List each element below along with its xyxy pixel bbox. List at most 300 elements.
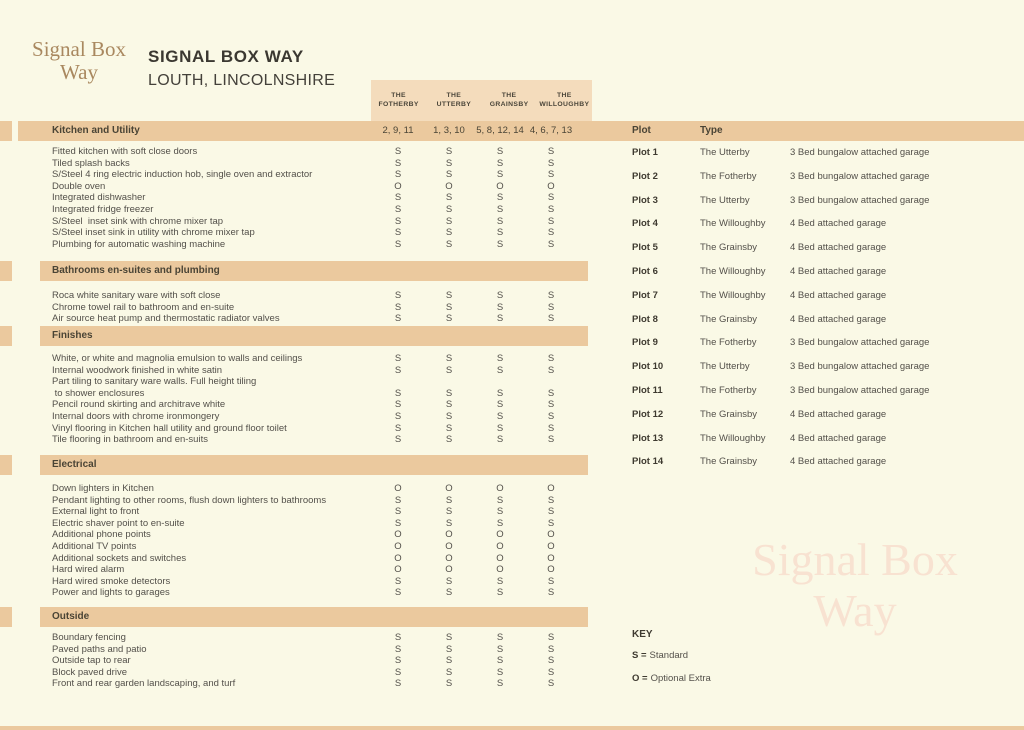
house-type-label: GRAINSBY <box>489 101 529 108</box>
feature-label: Internal doors with chrome ironmongery <box>52 410 220 422</box>
feature-value: S <box>394 313 402 325</box>
watermark-line2: Way <box>813 585 897 636</box>
plot-description: 3 Bed bungalow attached garage <box>790 384 930 396</box>
house-type-label: THE <box>557 92 572 99</box>
feature-label: Double oven <box>52 180 106 192</box>
key-meaning: Optional Extra <box>650 673 711 684</box>
feature-row <box>0 192 620 204</box>
house-type-label: THE <box>391 92 406 99</box>
plot-row <box>632 337 1024 361</box>
band-background <box>40 607 588 627</box>
plot-number: Plot 1 <box>632 147 658 158</box>
feature-label: Pendant lighting to other rooms, flush down lighters to bathrooms <box>52 494 327 506</box>
feature-value: S <box>547 353 555 364</box>
feature-value: S <box>496 506 504 518</box>
brand-logo-line2: Way <box>60 60 98 84</box>
section-title: Outside <box>52 611 90 622</box>
feature-row <box>0 313 620 325</box>
section-header-band <box>0 455 620 475</box>
feature-value: S <box>445 434 453 446</box>
plot-number: Plot 3 <box>632 194 658 206</box>
section-header-band <box>0 326 620 346</box>
feature-value: S <box>394 399 402 411</box>
feature-label: Internal woodwork finished in white satin <box>52 364 223 376</box>
plot-row <box>632 456 1024 480</box>
feature-label: Plumbing for automatic washing machine <box>52 238 226 250</box>
feature-row <box>0 495 620 507</box>
feature-value: S <box>496 313 504 325</box>
feature-row <box>0 553 620 565</box>
feature-value: S <box>547 434 555 446</box>
feature-label: S/Steel inset sink with chrome mixer tap <box>52 215 224 227</box>
feature-row <box>0 158 620 170</box>
feature-value: S <box>547 517 555 529</box>
plot-number: Plot 10 <box>632 361 664 373</box>
feature-value: S <box>496 434 504 446</box>
plots-for-fotherby: 2, 9, 11 <box>382 125 414 136</box>
feature-value: S <box>394 575 402 587</box>
section-title: Electrical <box>52 459 97 470</box>
feature-value: S <box>496 387 504 399</box>
feature-label: Additional TV points <box>52 540 137 552</box>
plot-house-type: The Willoughby <box>700 289 766 301</box>
feature-value: S <box>394 655 402 667</box>
feature-value: O <box>496 564 504 576</box>
plot-number: Plot 11 <box>632 384 663 396</box>
feature-value: S <box>394 227 402 239</box>
feature-label: Tile flooring in bathroom and en-suits <box>52 434 208 446</box>
section-header-band <box>0 261 620 281</box>
feature-value: S <box>547 632 555 643</box>
feature-value: S <box>445 290 453 301</box>
feature-label: Block paved drive <box>52 666 127 678</box>
feature-row <box>0 518 620 530</box>
feature-value: O <box>394 552 402 564</box>
feature-value: S <box>547 227 555 239</box>
plots-for-utterby: 1, 3, 10 <box>433 125 465 136</box>
feature-value: S <box>394 587 402 599</box>
feature-value: S <box>496 215 504 227</box>
plot-house-type: The Fotherby <box>700 170 757 182</box>
feature-value: S <box>445 643 453 655</box>
plot-number: Plot 5 <box>632 242 658 254</box>
brand-watermark <box>690 534 1020 636</box>
feature-value: S <box>445 301 453 313</box>
feature-value: S <box>445 192 453 204</box>
feature-label: Down lighters in Kitchen <box>52 483 154 494</box>
section-title: Finishes <box>52 330 93 341</box>
feature-value: S <box>394 353 402 364</box>
feature-value: O <box>394 564 402 576</box>
feature-value: S <box>547 422 555 434</box>
plots-for-willoughby: 4, 6, 7, 13 <box>529 125 573 136</box>
feature-value: S <box>547 215 555 227</box>
plot-row <box>632 385 1024 409</box>
watermark-line1: Signal Box <box>752 534 958 585</box>
feature-value: O <box>496 483 504 494</box>
house-type-label: UTTERBY <box>436 101 472 108</box>
section-rows <box>0 483 620 599</box>
feature-value: S <box>394 494 402 506</box>
feature-value: S <box>394 238 402 250</box>
feature-value: O <box>547 564 555 576</box>
plot-description: 4 Bed attached garage <box>790 432 887 444</box>
feature-row <box>0 506 620 518</box>
plot-row <box>632 242 1024 266</box>
feature-value: S <box>445 157 453 169</box>
band-edge-strip <box>0 326 12 346</box>
feature-row <box>0 365 620 377</box>
key-title: KEY <box>632 629 653 640</box>
feature-row <box>0 302 620 314</box>
feature-label: Air source heat pump and thermostatic radiator valves <box>52 313 280 325</box>
section-header-band <box>0 607 620 627</box>
page-title: SIGNAL BOX WAY <box>148 47 304 66</box>
feature-value: S <box>547 290 555 301</box>
plot-number: Plot 2 <box>632 170 658 182</box>
section-rows <box>0 290 620 325</box>
plot-row <box>632 171 1024 195</box>
feature-value: O <box>496 529 504 541</box>
feature-value: S <box>445 238 453 250</box>
key-block <box>632 629 711 696</box>
feature-value: S <box>394 146 402 157</box>
key-meaning: Standard <box>649 650 689 661</box>
feature-value: O <box>496 540 504 552</box>
plot-description: 3 Bed bungalow attached garage <box>790 194 930 206</box>
feature-value: S <box>496 678 504 690</box>
feature-value: S <box>496 410 504 422</box>
feature-value: S <box>394 157 402 169</box>
feature-value: S <box>445 655 453 667</box>
plot-description: 4 Bed attached garage <box>790 265 887 277</box>
feature-value: S <box>394 506 402 518</box>
plot-description: 3 Bed bungalow attached garage <box>790 147 930 158</box>
feature-label: Pencil round skirting and architrave white <box>52 399 226 411</box>
feature-row <box>0 290 620 302</box>
feature-value: S <box>496 655 504 667</box>
feature-label: Integrated fridge freezer <box>52 203 154 215</box>
feature-value: S <box>445 506 453 518</box>
feature-value: O <box>394 180 402 192</box>
feature-value: S <box>496 422 504 434</box>
band-background <box>40 455 588 475</box>
plot-description: 4 Bed attached garage <box>790 408 887 420</box>
feature-value: S <box>496 146 504 157</box>
plot-house-type: The Grainsby <box>700 408 758 420</box>
feature-value: S <box>547 364 555 376</box>
feature-label: Roca white sanitary ware with soft close <box>52 290 221 301</box>
feature-value: S <box>394 215 402 227</box>
band-edge-strip <box>0 455 12 475</box>
key-symbol: S = <box>632 650 647 661</box>
band-edge-strip <box>0 607 12 627</box>
plot-house-type: The Fotherby <box>700 337 757 349</box>
feature-value: S <box>547 387 555 399</box>
feature-value: S <box>547 399 555 411</box>
plot-number: Plot 9 <box>632 337 658 349</box>
feature-value: S <box>547 313 555 325</box>
feature-row <box>0 204 620 216</box>
feature-value: S <box>394 387 402 399</box>
feature-value: S <box>394 434 402 446</box>
feature-value: O <box>445 180 453 192</box>
plot-number: Plot 12 <box>632 408 664 420</box>
house-type-label: THE <box>501 92 517 99</box>
feature-value: S <box>394 666 402 678</box>
feature-value: S <box>445 587 453 599</box>
feature-value: S <box>394 301 402 313</box>
feature-value: S <box>445 387 453 399</box>
plot-house-type: The Utterby <box>700 194 750 206</box>
bottom-edge-strip <box>0 726 1024 730</box>
feature-label: White, or white and magnolia emulsion to walls and ceilings <box>52 353 303 364</box>
feature-value: S <box>445 494 453 506</box>
feature-value: S <box>547 506 555 518</box>
feature-row <box>0 216 620 228</box>
feature-value: S <box>394 203 402 215</box>
feature-value: S <box>445 169 453 181</box>
plot-row <box>632 266 1024 290</box>
feature-label: Front and rear garden landscaping, and turf <box>52 678 236 690</box>
feature-row <box>0 434 620 446</box>
feature-row <box>0 376 620 388</box>
feature-value: S <box>496 192 504 204</box>
feature-value: S <box>445 517 453 529</box>
feature-label: Boundary fencing <box>52 632 126 643</box>
feature-value: S <box>547 643 555 655</box>
feature-label: Electric shaver point to en-suite <box>52 517 185 529</box>
feature-row <box>0 411 620 423</box>
section-title: Bathrooms en-suites and plumbing <box>52 265 220 276</box>
feature-value: S <box>445 410 453 422</box>
plot-number: Plot 7 <box>632 289 658 301</box>
feature-value: S <box>496 169 504 181</box>
section-rows <box>0 632 620 690</box>
feature-value: O <box>547 540 555 552</box>
feature-row <box>0 483 620 495</box>
feature-value: S <box>394 290 402 301</box>
plot-description: 4 Bed attached garage <box>790 289 887 301</box>
feature-value: O <box>445 540 453 552</box>
feature-value: O <box>445 564 453 576</box>
feature-row <box>0 678 620 690</box>
feature-value: S <box>496 364 504 376</box>
feature-row <box>0 667 620 679</box>
feature-value: S <box>547 157 555 169</box>
feature-value: S <box>496 517 504 529</box>
plot-row <box>632 290 1024 314</box>
feature-value: S <box>445 313 453 325</box>
plot-house-type: The Fotherby <box>700 384 757 396</box>
feature-value: O <box>445 552 453 564</box>
feature-label: Outside tap to rear <box>52 655 131 667</box>
section-title-kitchen-and-utility: Kitchen and Utility <box>52 125 140 136</box>
feature-value: S <box>445 364 453 376</box>
feature-value: S <box>496 227 504 239</box>
feature-row <box>0 399 620 411</box>
feature-value: S <box>547 203 555 215</box>
plot-row <box>632 433 1024 457</box>
plot-number: Plot 6 <box>632 265 658 277</box>
feature-value: O <box>496 180 504 192</box>
feature-value: S <box>394 643 402 655</box>
plot-house-type: The Utterby <box>700 361 750 373</box>
brand-logo-line1: Signal Box <box>32 37 126 61</box>
feature-label: Tiled splash backs <box>52 157 130 169</box>
feature-value: O <box>547 483 555 494</box>
feature-row <box>0 169 620 181</box>
feature-value: S <box>496 399 504 411</box>
feature-value: S <box>445 666 453 678</box>
band-background <box>40 326 588 346</box>
feature-row <box>0 541 620 553</box>
feature-value: S <box>394 410 402 422</box>
plot-column-header: Plot <box>632 125 651 136</box>
feature-value: S <box>496 575 504 587</box>
feature-value: S <box>547 169 555 181</box>
feature-value: S <box>496 587 504 599</box>
feature-value: O <box>547 552 555 564</box>
feature-value: S <box>547 587 555 599</box>
feature-value: S <box>394 192 402 204</box>
feature-value: S <box>547 575 555 587</box>
feature-row <box>0 632 620 644</box>
feature-value: S <box>445 353 453 364</box>
feature-label: Power and lights to garages <box>52 587 170 599</box>
plot-house-type: The Willoughby <box>700 432 766 444</box>
feature-value: S <box>445 215 453 227</box>
feature-value: O <box>445 529 453 541</box>
plot-description: 4 Bed attached garage <box>790 218 887 230</box>
feature-label: Fitted kitchen with soft close doors <box>52 146 198 157</box>
feature-label: to shower enclosures <box>52 387 145 399</box>
feature-value: S <box>547 655 555 667</box>
feature-value: S <box>496 353 504 364</box>
feature-label: S/Steel inset sink in utility with chrome mixer tap <box>52 227 255 239</box>
feature-label: Additional phone points <box>52 529 151 541</box>
plot-house-type: The Grainsby <box>700 456 758 468</box>
feature-row <box>0 353 620 365</box>
feature-value: S <box>496 238 504 250</box>
feature-row <box>0 644 620 656</box>
feature-value: S <box>496 666 504 678</box>
feature-value: S <box>496 643 504 655</box>
house-type-label: THE <box>446 92 462 99</box>
feature-value: S <box>394 678 402 690</box>
feature-value: S <box>496 301 504 313</box>
plot-number: Plot 13 <box>632 432 664 444</box>
plot-number: Plot 4 <box>632 218 658 230</box>
plot-house-type: The Grainsby <box>700 242 758 254</box>
feature-label: Part tiling to sanitary ware walls. Full height tiling <box>52 376 257 388</box>
feature-value: S <box>394 422 402 434</box>
feature-value: S <box>547 494 555 506</box>
feature-value: S <box>445 422 453 434</box>
feature-value: O <box>394 529 402 541</box>
feature-value: S <box>496 290 504 301</box>
feature-label: Hard wired alarm <box>52 564 125 576</box>
feature-row <box>0 146 620 158</box>
section-rows <box>0 353 620 446</box>
plot-house-type: The Willoughby <box>700 218 766 230</box>
feature-value: S <box>496 494 504 506</box>
plot-row <box>632 409 1024 433</box>
feature-label: Paved paths and patio <box>52 643 147 655</box>
band-edge-strip <box>0 261 12 281</box>
feature-value: S <box>547 146 555 157</box>
feature-row <box>0 587 620 599</box>
feature-value: S <box>547 301 555 313</box>
feature-value: S <box>547 192 555 204</box>
feature-row <box>0 388 620 400</box>
feature-row <box>0 239 620 251</box>
feature-value: S <box>445 632 453 643</box>
plot-description: 3 Bed bungalow attached garage <box>790 361 930 373</box>
feature-value: S <box>445 575 453 587</box>
feature-row <box>0 564 620 576</box>
feature-value: S <box>445 227 453 239</box>
feature-value: S <box>445 203 453 215</box>
feature-label: S/Steel 4 ring electric induction hob, single oven and extractor <box>52 169 313 181</box>
feature-value: S <box>547 238 555 250</box>
plot-row <box>632 147 1024 171</box>
feature-value: S <box>394 517 402 529</box>
feature-value: S <box>547 666 555 678</box>
feature-value: S <box>496 157 504 169</box>
plot-number: Plot 14 <box>632 456 664 468</box>
feature-row <box>0 529 620 541</box>
feature-value: O <box>547 529 555 541</box>
plot-description: 4 Bed attached garage <box>790 313 887 325</box>
plot-house-type: The Willoughby <box>700 265 766 277</box>
plot-row <box>632 361 1024 385</box>
feature-value: O <box>394 483 402 494</box>
feature-value: S <box>394 632 402 643</box>
plot-house-type: The Utterby <box>700 147 750 158</box>
house-type-label: WILLOUGHBY <box>539 101 590 108</box>
key-entry <box>632 673 711 685</box>
plot-description: 3 Bed bungalow attached garage <box>790 337 930 349</box>
plot-table <box>632 147 1024 480</box>
feature-row <box>0 655 620 667</box>
plot-house-type: The Grainsby <box>700 313 758 325</box>
feature-label: Hard wired smoke detectors <box>52 575 171 587</box>
plot-number: Plot 8 <box>632 313 658 325</box>
plot-row <box>632 314 1024 338</box>
feature-value: S <box>394 169 402 181</box>
feature-value: S <box>394 364 402 376</box>
feature-label: Vinyl flooring in Kitchen hall utility and ground floor toilet <box>52 422 287 434</box>
feature-label: Integrated dishwasher <box>52 192 146 204</box>
feature-value: S <box>445 146 453 157</box>
feature-value: O <box>496 552 504 564</box>
feature-value: S <box>445 399 453 411</box>
feature-label: Additional sockets and switches <box>52 552 187 564</box>
feature-label: Chrome towel rail to bathroom and en-suite <box>52 301 235 313</box>
key-entry <box>632 650 711 662</box>
feature-value: S <box>547 678 555 690</box>
feature-value: O <box>547 180 555 192</box>
plots-for-grainsby: 5, 8, 12, 14 <box>476 125 524 136</box>
section-rows <box>0 146 620 250</box>
feature-label: External light to front <box>52 506 140 518</box>
plot-row <box>632 195 1024 219</box>
feature-value: O <box>394 540 402 552</box>
feature-row <box>0 227 620 239</box>
plot-description: 4 Bed attached garage <box>790 456 887 468</box>
key-symbol: O = <box>632 673 648 684</box>
